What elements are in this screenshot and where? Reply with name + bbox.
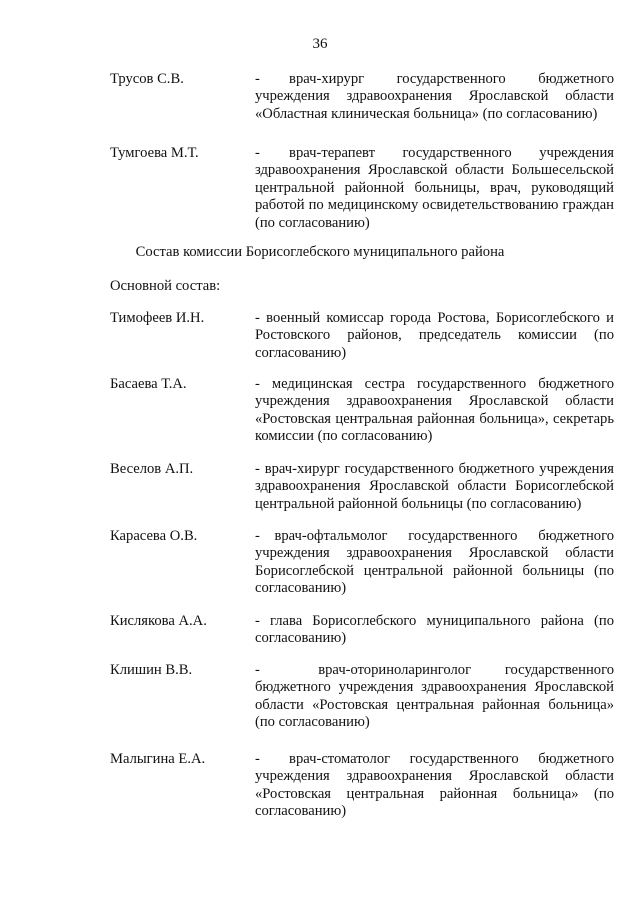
person-description: - врач-стоматолог государственного бюджетного учреждения здравоохранения Ярославской области «Ростовская центральная районная больница» (по согласованию): [255, 751, 614, 820]
person-description: - глава Борисоглебского муниципального района (по согласованию): [255, 613, 614, 647]
person-name: Малыгина Е.А.: [110, 751, 206, 767]
person-name: Басаева Т.А.: [110, 376, 187, 392]
person-name: Веселов А.П.: [110, 461, 194, 477]
person-name: Тумгоева М.Т.: [110, 145, 199, 161]
person-name: Карасева О.В.: [110, 528, 198, 544]
person-name: Клишин В.В.: [110, 662, 193, 678]
person-description: - врач-хирург государственного бюджетного учреждения здравоохранения Ярославской области Борисоглебской центральной районной больницы (по согласованию): [255, 461, 614, 512]
page-number: 36: [312, 36, 328, 52]
person-name: Кислякова А.А.: [110, 613, 207, 629]
person-description: - врач-офтальмолог государственного бюджетного учреждения здравоохранения Ярославской области Борисоглебской центральной районной больницы (по согласованию): [255, 528, 614, 597]
section-title: Состав комиссии Борисоглебского муниципального района: [135, 244, 505, 260]
subheading-main-composition: Основной состав:: [110, 278, 221, 294]
person-name: Трусов С.В.: [110, 71, 184, 87]
person-description: - врач-терапевт государственного учреждения здравоохранения Ярославской области Большесельской центральной районной больницы, врач, руководящий работой по медицинскому освидетельствованию граждан (по согласованию): [255, 145, 614, 231]
person-name: Тимофеев И.Н.: [110, 310, 205, 326]
person-description: - военный комиссар города Ростова, Борисоглебского и Ростовского районов, председатель комиссии (по согласованию): [255, 310, 614, 361]
person-description: - медицинская сестра государственного бюджетного учреждения здравоохранения Ярославской области «Ростовская центральная районная больница», секретарь комиссии (по согласованию): [255, 376, 614, 445]
person-description: - врач-хирург государственного бюджетного учреждения здравоохранения Ярославской области «Областная клиническая больница» (по согласованию): [255, 71, 614, 122]
person-description: - врач-оториноларинголог государственного бюджетного учреждения здравоохранения Ярославской области «Ростовская центральная районная больница» (по согласованию): [255, 662, 614, 731]
